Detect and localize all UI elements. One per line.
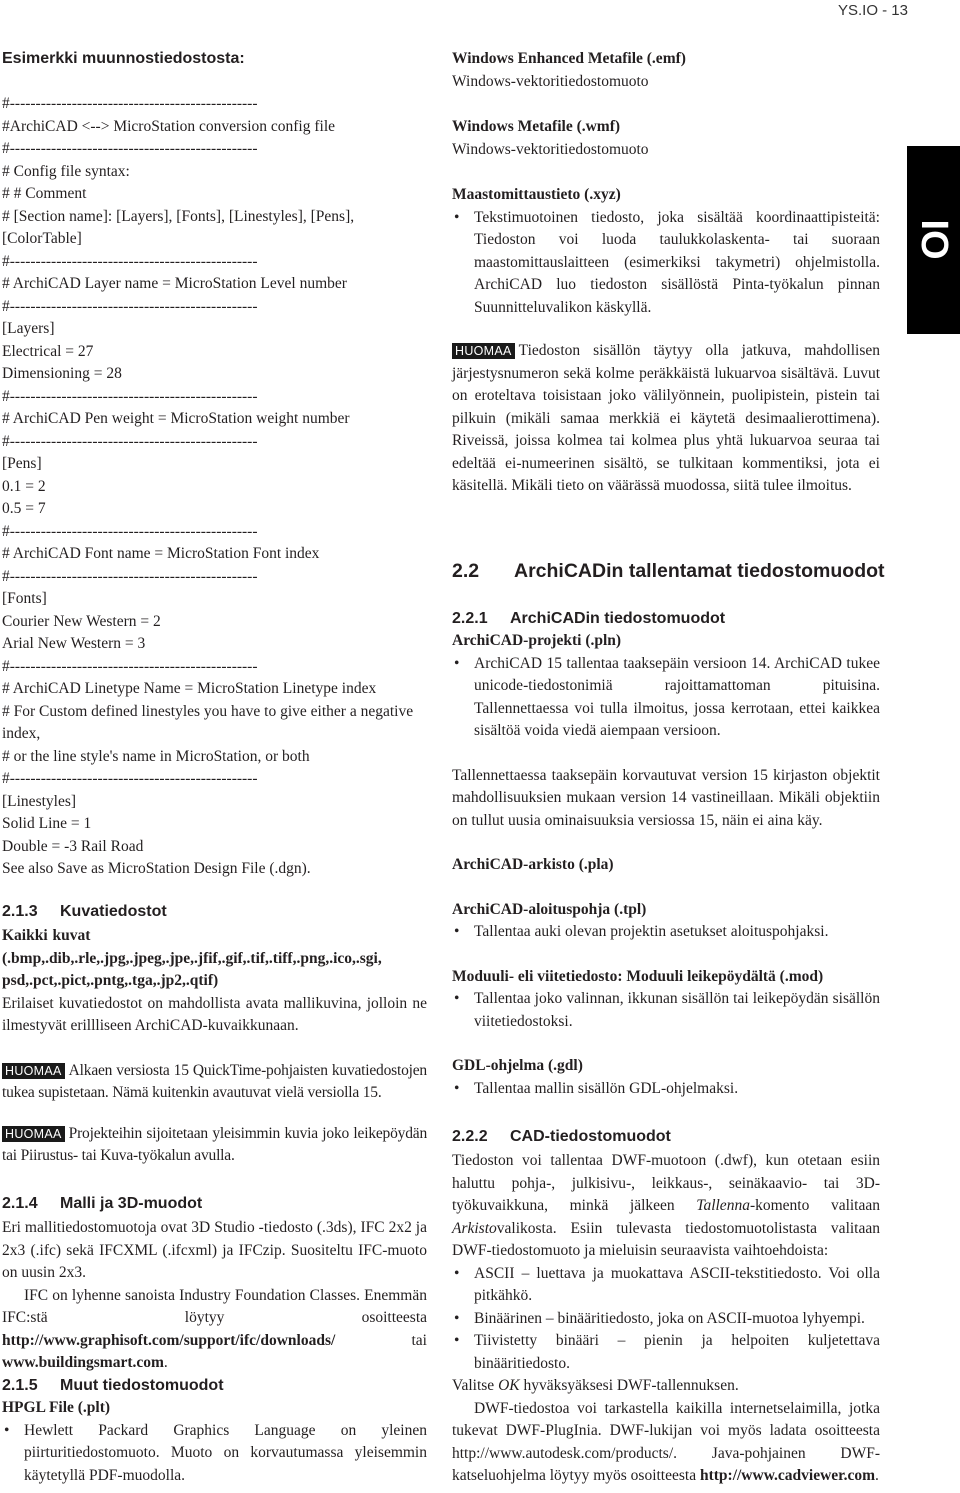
- image-formats-text: Erilaiset kuvatiedostot on mahdollista avata mallikuvina, jolloin ne ilmestyvät erillliseen ArchiCAD-kuvaikkunaan.: [2, 994, 427, 1034]
- config-line: # ArchiCAD Layer name = MicroStation Level number: [2, 275, 347, 292]
- xyz-bullet: • Tekstimuotoinen tiedosto, joka sisältää koordinaattipisteitä: Tiedoston voi luoda taulukkolaskenta- tai suoraan maastomittauslaitteen (esimerkiksi takymetri) ohjelmistolla. ArchiCAD luo tiedoston sisällöstä Pinta-työkalun pinnan Suunnitteluvalikon käskyllä.: [452, 207, 880, 320]
- note-badge: HUOMAA: [452, 343, 515, 359]
- config-line: [Linestyles]: [2, 792, 77, 810]
- emf-block: [452, 48, 880, 93]
- config-line: # [Section name]: [Layers], [Fonts], [Linestyles], [Pens],: [2, 207, 355, 225]
- config-line: Solid Line = 1: [2, 815, 92, 832]
- dwf-intro-text: Tiedoston voi tallentaa DWF-muotoon (.dwf), kun otetaan esiin haluttu pohja-, julkisivu-, leikkaus-, seinäkaavio- tai 3D-työkuvaikkuna, minkä jälkeen Tallenna-komento valitaan Arkistovalikosta. Esiin tulevasta tiedostomuotolistasta valitaan DWF-tiedostomuoto ja mieluisin seuraavista vaihtoehdoista:: [452, 1152, 880, 1259]
- config-line: # ArchiCAD Font name = MicroStation Font index: [2, 545, 320, 562]
- note-quicktime: HUOMAA Alkaen versiosta 15 QuickTime-pohjaisten kuvatiedostojen tukea supistetaan. Nämä kuitenkin avautuvat vielä versiolla 15.: [2, 1061, 427, 1101]
- config-line: #ArchiCAD <--> MicroStation conversion config file: [2, 117, 336, 135]
- config-line: See also Save as MicroStation Design File (.dgn).: [2, 860, 311, 877]
- xyz-block: [452, 184, 880, 319]
- section-2-2-heading: 2.2 ArchiCADin tallentamat tiedostomuodot: [452, 560, 885, 582]
- section-2-2-2: [452, 1126, 880, 1488]
- image-formats-list: Kaikki kuvat (.bmp,.dib,.rle,.jpg,.jpeg,.jpe,.jfif,.gif,.tif,.tiff,.png,.ico,.sgi, psd,.pct,.pict,.pntg,.tga,.jp2,.qtif): [2, 927, 382, 989]
- config-line: [Pens]: [2, 455, 42, 472]
- section-2-1-5-heading: 2.1.5 Muut tiedostomuodot: [2, 1377, 224, 1394]
- xyz-note: HUOMAA Tiedoston sisällön täytyy olla jatkuva, mahdollisen järjestysnumeron sekä kolme peräkkäistä lukuarvoa sisältävä. Luvut on eroteltava toisistaan joko välilyönnein, puolipistein, pistein tai pilkuin (mikäli samaa merkkiä ei käytetä desimaalierottimena). Riveissä, joissa kolmea tai kolmea plus yhtä lukuarvoa seuraa tai edeltää ei-numeerinen sisältö, se tulkitaan kommentiksi, jota ei käsitellä. Mikäli tieto on väärässä muodossa, siitä tulee ilmoitus.: [452, 342, 880, 494]
- section-2-1-3-heading: 2.1.3 Kuvatiedostot: [2, 903, 167, 920]
- note-badge: HUOMAA: [2, 1063, 65, 1079]
- wmf-text: Windows-vektoritiedostomuoto: [452, 140, 649, 158]
- buildingsmart-link[interactable]: www.buildingsmart.com: [2, 1354, 164, 1371]
- pln-bullet: • ArchiCAD 15 tallentaa taaksepäin versioon 14. ArchiCAD tukee unicode-tiedostonimiä rajoittamattoman pituisina. Tallennettaessa voi tulla ilmoitus, jossa kerrotaan, ettei kaikkea sisältöä voida viedä aiempaan versioon.: [452, 653, 880, 743]
- xyz-title: Maastomittaustieto (.xyz): [452, 186, 621, 203]
- example-title: Esimerkki muunnostiedostosta:: [2, 50, 245, 67]
- config-line: Arial New Western = 3: [2, 635, 146, 652]
- section-2-1-3: [2, 901, 427, 1168]
- note-clipboard: HUOMAA Projekteihin sijoitetaan yleisimmin kuvia joko leikepöydän tai Piirustus- tai Kuva-työkalun avulla.: [2, 1124, 427, 1164]
- config-line: #------------------------------------------------: [2, 95, 258, 112]
- config-line: #------------------------------------------------: [2, 522, 258, 540]
- note-badge: HUOMAA: [2, 1126, 65, 1142]
- tpl-title: ArchiCAD-aloituspohja (.tpl): [452, 900, 647, 918]
- pla-title: ArchiCAD-arkisto (.pla): [452, 856, 614, 873]
- config-line: 0.1 = 2: [2, 477, 46, 495]
- dwf-option-binary: • Binäärinen – binääritiedosto, joka on ASCII-muotoa lyhyempi.: [452, 1308, 880, 1331]
- config-line: Courier New Western = 2: [2, 612, 161, 630]
- hpgl-bullet: • Hewlett Packard Graphics Language on yleinen piirturitiedostomuoto. Muoto on korvautumassa yleisemmin käytetyllä PDF-muodolla.: [2, 1420, 427, 1488]
- pln-text: Tallennettaessa taaksepäin korvautuvat version 15 kirjaston objektit mahdollisuuksien mukaan version 14 vastineillaan. Mikäli objektiin on tullut uusia ominaisuuksia versiossa 15, näin ei aina käy.: [452, 766, 880, 829]
- cadviewer-link[interactable]: http://www.cadviewer.com: [699, 1467, 876, 1484]
- section-tab: [907, 146, 960, 334]
- section-2-2-2-heading: 2.2.2 CAD-tiedostomuodot: [452, 1128, 671, 1145]
- graphisoft-link[interactable]: http://www.graphisoft.com/support/ifc/downloads/: [2, 1331, 336, 1349]
- config-line: #------------------------------------------------: [2, 252, 258, 270]
- config-line: #------------------------------------------------: [2, 657, 258, 675]
- emf-title: Windows Enhanced Metafile (.emf): [452, 50, 686, 67]
- hpgl-title: HPGL File (.plt): [2, 1399, 111, 1416]
- mod-title: Moduuli- eli viitetiedosto: Moduuli leikepöydältä (.mod): [452, 967, 824, 985]
- config-line: #------------------------------------------------: [2, 770, 258, 787]
- config-line: Dimensioning = 28: [2, 365, 122, 382]
- model-formats-text: Eri mallitiedostomuotoja ovat 3D Studio -tiedosto (.3ds), IFC 2x2 ja 2x3 (.ifc) sekä IFCXML (.ifcxml) ja IFCzip. Suositeltu IFC-muoto on uusin 2x3.: [2, 1219, 427, 1281]
- section-2-1-5: [2, 1375, 427, 1487]
- section-2-1-4: [2, 1193, 427, 1375]
- dwf-ok-text: Valitse OK hyväksyäksesi DWF-tallennuksen.: [452, 1377, 739, 1394]
- section-2-2-1-heading: 2.2.1 ArchiCADin tiedostomuodot: [452, 610, 726, 627]
- config-line: # # Comment: [2, 185, 87, 202]
- config-line: [Layers]: [2, 320, 55, 337]
- config-line: # or the line style's name in MicroStation, or both: [2, 747, 310, 765]
- section-2-2-1: [452, 608, 880, 1100]
- config-line: # ArchiCAD Pen weight = MicroStation weight number: [2, 410, 350, 427]
- ifc-text: IFC on lyhenne sanoista Industry Foundation Classes. Enemmän IFC:stä löytyy osoitteesta http://www.graphisoft.com/support/ifc/downloads/ tai www.buildingsmart.com.: [2, 1286, 427, 1371]
- wmf-title: Windows Metafile (.wmf): [452, 118, 621, 135]
- config-line: 0.5 = 7: [2, 500, 46, 517]
- config-line: index,: [2, 725, 41, 742]
- config-file-listing: [2, 93, 413, 881]
- config-line: #------------------------------------------------: [2, 567, 258, 585]
- config-line: # Config file syntax:: [2, 162, 130, 180]
- config-line: #------------------------------------------------: [2, 140, 258, 157]
- mod-bullet: • Tallentaa joko valinnan, ikkunan sisällön tai leikepöydän sisällön viitetiedostoksi.: [452, 988, 880, 1033]
- section-2-1-4-heading: 2.1.4 Malli ja 3D-muodot: [2, 1195, 203, 1212]
- dwf-option-ascii: • ASCII – luettava ja muokattava ASCII-tekstitiedosto. Voi olla pitkähkö.: [452, 1263, 880, 1308]
- section-tab-label: IO: [913, 219, 955, 260]
- pln-title: ArchiCAD-projekti (.pln): [452, 632, 622, 649]
- config-line: # ArchiCAD Linetype Name = MicroStation Linetype index: [2, 680, 377, 697]
- config-line: #------------------------------------------------: [2, 297, 258, 315]
- gdl-title: GDL-ohjelma (.gdl): [452, 1057, 583, 1074]
- wmf-block: [452, 116, 880, 161]
- emf-text: Windows-vektoritiedostomuoto: [452, 72, 649, 90]
- config-line: [ColorTable]: [2, 230, 82, 247]
- tpl-bullet: • Tallentaa auki olevan projektin asetukset aloituspohjaksi.: [452, 921, 880, 944]
- config-line: [Fonts]: [2, 590, 47, 607]
- dwf-option-compressed: • Tiivistetty binääri – pienin ja helpoiten kuljetettava binääritiedosto.: [452, 1330, 880, 1375]
- page-number: YS.IO - 13: [837, 2, 908, 19]
- dwf-viewer-text: DWF-tiedostoa voi tarkastella kaikilla internetselaimilla, jotka tukevat DWF-PlugInia. DWF-lukijan voi myös ladata osoitteesta http://www.autodesk.com/products/. Java-pohjainen DWF-katseluohjelma löytyy myös osoitteesta http://www.cadviewer.com.: [452, 1399, 880, 1484]
- config-line: Double = -3 Rail Road: [2, 837, 144, 855]
- config-line: # For Custom defined linestyles you have to give either a negative: [2, 702, 414, 720]
- gdl-bullet: • Tallentaa mallin sisällön GDL-ohjelmaksi.: [452, 1078, 880, 1101]
- config-line: Electrical = 27: [2, 342, 94, 360]
- config-line: #------------------------------------------------: [2, 387, 258, 405]
- config-line: #------------------------------------------------: [2, 432, 258, 450]
